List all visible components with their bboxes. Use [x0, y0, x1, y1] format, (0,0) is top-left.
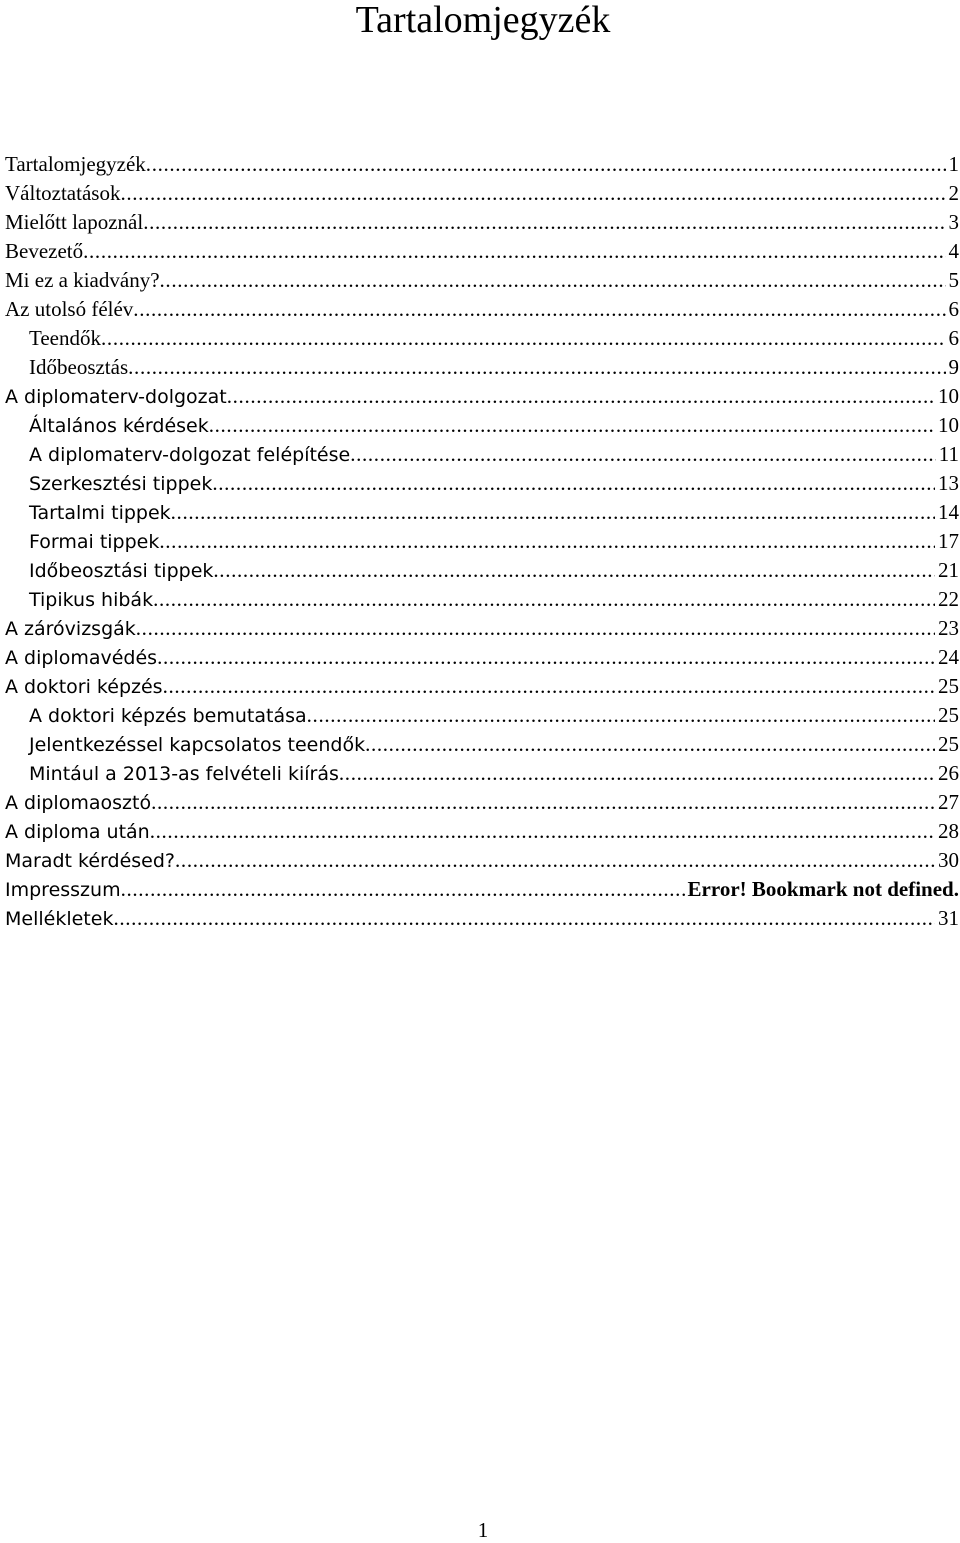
toc-entry-page: 11: [938, 442, 959, 466]
toc-entry-page: 1: [948, 152, 959, 176]
toc-entry-page: 13: [938, 471, 959, 495]
toc-dot-leader: [101, 324, 945, 353]
toc-entry-title: A záróvizsgák: [5, 618, 136, 640]
toc-dot-leader: [121, 875, 685, 904]
toc-dot-leader: [171, 498, 935, 527]
toc-entry-error: Error! Bookmark not defined.: [687, 877, 959, 901]
toc-entry-page: 17: [938, 529, 959, 553]
toc-dot-leader: [175, 846, 935, 875]
toc-entry-page: 5: [948, 268, 959, 292]
toc-entry-page: 23: [938, 616, 959, 640]
toc-entry-title: Teendők: [29, 326, 102, 350]
toc-dot-leader: [159, 527, 935, 556]
toc-entry[interactable]: [5, 846, 959, 875]
toc-entry[interactable]: [5, 614, 959, 643]
toc-dot-leader: [151, 788, 935, 817]
toc-entry[interactable]: [5, 295, 959, 324]
toc-entry-page: 6: [948, 297, 959, 321]
toc-entry-page: 24: [938, 645, 959, 669]
toc-dot-leader: [350, 440, 936, 469]
toc-dot-leader: [120, 179, 945, 208]
toc-entry-title: Impresszum: [5, 879, 121, 901]
toc-dot-leader: [153, 585, 935, 614]
table-of-contents: [5, 150, 959, 933]
toc-entry-title: Mintául a 2013-as felvételi kiírás: [29, 763, 339, 785]
toc-entry-title: Maradt kérdésed?: [5, 850, 176, 872]
toc-entry-title: Tipikus hibák: [29, 589, 154, 611]
toc-entry[interactable]: [5, 150, 959, 179]
toc-entry[interactable]: [5, 440, 959, 469]
toc-entry[interactable]: [5, 179, 959, 208]
toc-entry-title: Általános kérdések: [29, 415, 209, 437]
toc-entry[interactable]: [5, 730, 959, 759]
toc-entry-title: Mellékletek: [5, 908, 114, 930]
toc-entry-title: A diplomavédés: [5, 647, 158, 669]
toc-entry[interactable]: [5, 208, 959, 237]
toc-dot-leader: [212, 469, 935, 498]
toc-entry[interactable]: [5, 875, 959, 904]
toc-entry-page: 26: [938, 761, 959, 785]
toc-dot-leader: [133, 295, 945, 324]
toc-entry-title: Változtatások: [5, 181, 121, 205]
toc-entry[interactable]: [5, 643, 959, 672]
toc-dot-leader: [160, 266, 946, 295]
toc-entry[interactable]: [5, 324, 959, 353]
toc-entry-title: A diplomaterv-dolgozat: [5, 386, 227, 408]
toc-entry-page: 10: [938, 384, 959, 408]
toc-entry[interactable]: [5, 759, 959, 788]
toc-entry-page: 10: [938, 413, 959, 437]
toc-entry[interactable]: [5, 382, 959, 411]
toc-dot-leader: [209, 411, 935, 440]
toc-entry-title: Tartalomjegyzék: [5, 152, 146, 176]
toc-dot-leader: [150, 817, 935, 846]
toc-entry-title: A diplomaterv-dolgozat felépítése: [29, 444, 351, 466]
toc-entry-title: A diplomaosztó: [5, 792, 152, 814]
toc-dot-leader: [146, 150, 946, 179]
toc-entry-title: Formai tippek: [29, 531, 160, 553]
page-title: Tartalomjegyzék: [355, 0, 611, 41]
toc-entry[interactable]: [5, 701, 959, 730]
toc-entry-page: 14: [938, 500, 959, 524]
toc-entry-page: 2: [948, 181, 959, 205]
toc-entry[interactable]: [5, 498, 959, 527]
toc-dot-leader: [213, 556, 935, 585]
page-number: 1: [477, 1518, 489, 1542]
toc-entry[interactable]: [5, 672, 959, 701]
toc-entry-title: Szerkesztési tippek: [29, 473, 213, 495]
toc-entry-page: 21: [938, 558, 959, 582]
toc-dot-leader: [227, 382, 935, 411]
toc-entry-title: Időbeosztás: [29, 355, 129, 379]
toc-dot-leader: [339, 759, 935, 788]
toc-entry-title: Jelentkezéssel kapcsolatos teendők: [29, 734, 366, 756]
toc-dot-leader: [307, 701, 935, 730]
toc-entry[interactable]: [5, 585, 959, 614]
toc-entry-title: A doktori képzés bemutatása: [29, 705, 307, 727]
toc-dot-leader: [83, 237, 945, 266]
toc-entry[interactable]: [5, 469, 959, 498]
toc-entry-page: 9: [948, 355, 959, 379]
toc-entry-page: 28: [938, 819, 959, 843]
toc-entry[interactable]: [5, 788, 959, 817]
toc-entry-page: 25: [938, 703, 959, 727]
toc-entry[interactable]: [5, 527, 959, 556]
toc-entry-title: Bevezető: [5, 239, 84, 263]
toc-dot-leader: [163, 672, 935, 701]
toc-entry-page: 30: [938, 848, 959, 872]
toc-entry-page: 25: [938, 732, 959, 756]
toc-entry-page: 6: [948, 326, 959, 350]
toc-entry-page: 27: [938, 790, 959, 814]
toc-entry[interactable]: [5, 817, 959, 846]
toc-entry-page: 25: [938, 674, 959, 698]
toc-entry-page: 22: [938, 587, 959, 611]
toc-entry-title: Időbeosztási tippek: [29, 560, 214, 582]
toc-entry[interactable]: [5, 411, 959, 440]
toc-dot-leader: [365, 730, 935, 759]
toc-entry-page: 4: [948, 239, 959, 263]
toc-entry-title: A doktori képzés: [5, 676, 163, 698]
toc-dot-leader: [136, 614, 935, 643]
toc-entry[interactable]: [5, 556, 959, 585]
toc-entry-page: 3: [948, 210, 959, 234]
toc-entry-title: Mi ez a kiadvány?: [5, 268, 160, 292]
toc-entry[interactable]: [5, 353, 959, 382]
toc-entry-title: Az utolsó félév: [5, 297, 134, 321]
toc-entry-title: Mielőtt lapoznál: [5, 210, 144, 234]
toc-dot-leader: [143, 208, 945, 237]
toc-dot-leader: [157, 643, 935, 672]
toc-dot-leader: [113, 904, 935, 933]
toc-dot-leader: [128, 353, 945, 382]
toc-entry-page: 31: [938, 906, 959, 930]
toc-entry-title: Tartalmi tippek: [29, 502, 171, 524]
toc-entry[interactable]: [5, 266, 959, 295]
toc-entry-title: A diploma után: [5, 821, 150, 843]
toc-entry[interactable]: [5, 904, 959, 933]
toc-entry[interactable]: [5, 237, 959, 266]
